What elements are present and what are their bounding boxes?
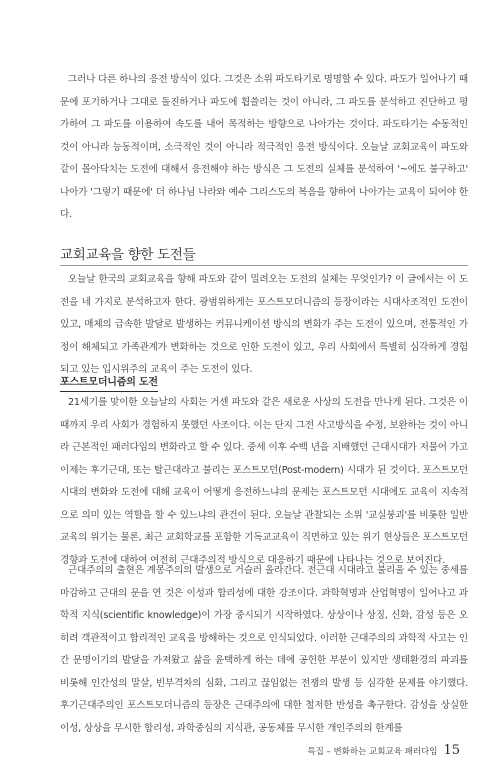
- intro-paragraph: 그러나 다른 하나의 응전 방식이 있다. 그것은 소위 파도타기로 명명할 수 있다. 파도가 일어나기 때문에 포기하거나 그대로 돌진하거나 파도에 휩쓸리는 것이 아니라, 그 파도를 분석하고 진단하고 평가하여 그 파도를 이용하여 속도를 내어 목적하는 방향으로 나아가는 것이다. 파도타기는 수동적인 것이 아니라 능동적이며, 소극적인 것이 아니라 적극적인 응전 방식이다. 오늘날 교회교육이 파도와 같이 몰아닥치는 도전에 대해서 응전해야 하는 방식은 그 도전의 실체를 분석하여 '~에도 불구하고' 나아가 '그렇기 때문에' 더 하나님 나라와 예수 그리스도의 복음을 향하여 나아가는 교육이 되어야 한다.: [60, 74, 468, 220]
- subsection-heading: 포스트모더니즘의 도전: [60, 376, 158, 392]
- section-paragraph: 오늘날 한국의 교회교육을 향해 파도와 같이 밀려오는 도전의 실체는 무엇인가? 이 글에서는 이 도전을 네 가지로 분석하고자 한다. 광범위하게는 포스트모더니즘의 등장이라는 시대사조적인 도전이 있고, 매체의 급속한 발달로 발생하는 커뮤니케이션 방식의 변화가 주는 도전이 있으며, 전통적인 가정이 해체되고 가족관계가 변화하는 것으로 인한 도전이 있고, 우리 사회에서 특별히 심각하게 경험되고 있는 입시위주의 교육이 주는 도전이 있다.: [60, 274, 468, 375]
- page-number: 15: [443, 743, 460, 758]
- footer-section-label: 특집 – 변화하는 교회교육 패러다임: [307, 747, 438, 757]
- page-footer: [307, 743, 460, 758]
- section-divider: [60, 265, 468, 266]
- section-heading: 교회교육을 향한 도전들: [60, 247, 196, 263]
- subsection-paragraph-2: 근대주의의 출현은 계몽주의의 발생으로 거슬러 올라간다. 전근대 시대라고 불리울 수 있는 중세를 마감하고 근대의 문을 연 것은 이성과 합리성에 대한 강조이다. 과학혁명과 산업혁명이 일어나고 과학적 지식(scientific knowledge)이 가장 중시되기 시작하였다. 상상이나 상징, 신화, 감성 등은 오히려 객관적이고 합리적인 교육을 방해하는 것으로 인식되었다. 이러한 근대주의의 과학적 사고는 인간 문명이기의 발달을 가져왔고 삶을 윤택하게 하는 데에 공헌한 부분이 있지만 생태환경의 파괴를 비롯해 인간성의 말살, 빈부격차의 심화, 그리고 끊임없는 전쟁의 발생 등 심각한 문제를 야기했다. 후기근대주의인 포스트모더니즘의 등장은 근대주의에 대한 철저한 반성을 촉구한다. 감성을 상실한 이성, 상상을 무시한 합리성, 과학중심의 지식관, 공동체를 무시한 개인주의의 한계를: [60, 565, 468, 734]
- subsection-paragraph-1: 21세기를 맞이한 오늘날의 사회는 거센 파도와 같은 새로운 사상의 도전을 만나게 된다. 그것은 이때까지 우리 사회가 경험하지 못했던 사조이다. 이는 단지 그전 사고방식을 수정, 보완하는 것이 아니라 근본적인 패러다임의 변화라고 할 수 있다. 중세 이후 수백 년을 지배했던 근대시대가 저물어 가고 이제는 후기근대, 또는 탈근대라고 불리는 포스트모던(Post-modern) 시대가 된 것이다. 포스트모던 시대의 변화와 도전에 대해 교육이 어떻게 응전하느냐의 문제는 포스트모던 시대에도 교육이 지속적으로 의미 있는 역할을 할 수 있느냐의 관건이 된다. 오늘날 관찰되는 소위 '교실붕괴'를 비롯한 일반교육의 위기는 물론, 최근 교회학교를 포함한 기독교교육이 직면하고 있는 위기 현상들은 포스트모던 경향과 도전에 대하여 여전히 근대주의적 방식으로 대응하기 때문에 나타나는 것으로 보여진다.: [60, 397, 468, 566]
